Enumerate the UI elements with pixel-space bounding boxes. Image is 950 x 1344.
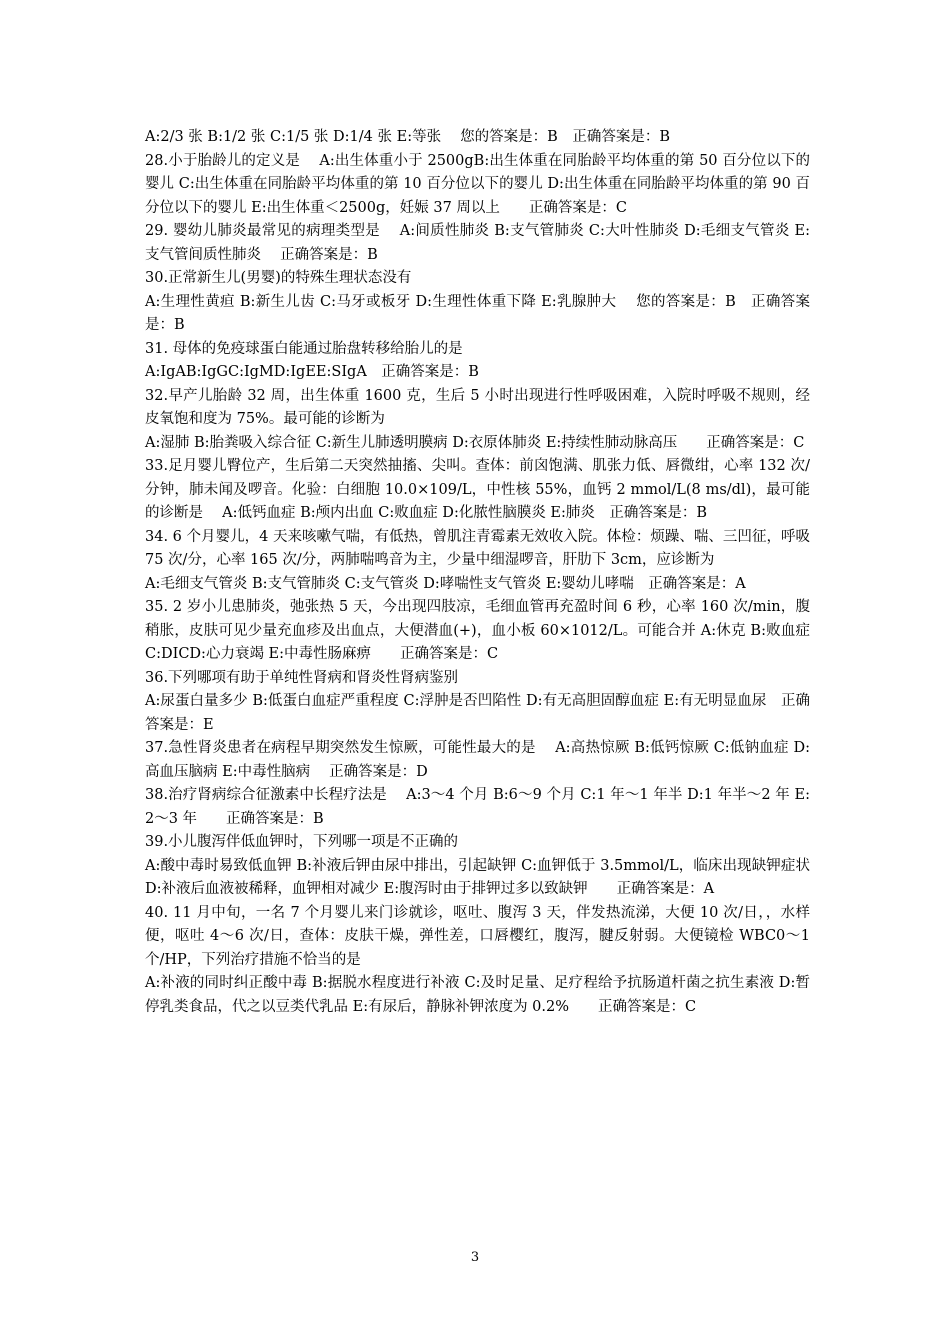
question-40-options: A:补液的同时纠正酸中毒 B:据脱水程度进行补液 C:及时足量、足疗程给予抗肠道杆菌之抗生素液 D:暂停乳类食品，代之以豆类代乳品 E:有尿后，静脉补钾浓度为 0.2% 正确答案是：C: [145, 975, 810, 1015]
question-40-stem: 40. 11 月中旬，一名 7 个月婴儿来门诊就诊，呕吐、腹泻 3 天，伴发热流涕，大便 10 次/日，，水样便，呕吐 4～6 次/日，查体：皮肤干燥，弹性差，口唇樱红，腹泻，腱反射弱。大便镜检 WBC0～1 个/HP，下列治疗措施不恰当的是: [145, 904, 810, 968]
question-33: 33.足月婴儿臀位产，生后第二天突然抽搐、尖叫。查体：前囟饱满、肌张力低、唇微绀，心率 132 次/分钟，肺未闻及啰音。化验：白细胞 10.0×109/L，中性核 55%，血钙 2 mmol/L(8 ms/dl)，最可能的诊断是 A:低钙血症 B:颅内出血 C:败血症 D:化脓性脑膜炎 E:肺炎 正确答案是：B: [145, 458, 810, 521]
question-32-options: A:湿肺 B:胎粪吸入综合征 C:新生儿肺透明膜病 D:衣原体肺炎 E:持续性肺动脉高压 正确答案是：C: [145, 434, 805, 451]
question-35: 35. 2 岁小儿患肺炎，弛张热 5 天，今出现四肢凉，毛细血管再充盈时间 6 秒，心率 160 次/min，腹稍胀，皮肤可见少量充血疹及出血点，大便潜血(+)，血小板 60×1012/L。可能合并 A:休克 B:败血症 C:DICD:心力衰竭 E:中毒性肠麻痹 正确答案是：C: [145, 599, 810, 662]
question-list: [145, 126, 810, 1019]
question-37: 37.急性肾炎患者在病程早期突然发生惊厥，可能性最大的是 A:高热惊厥 B:低钙惊厥 C:低钠血症 D:高血压脑病 E:中毒性脑病 正确答案是：D: [145, 740, 810, 780]
question-31-options: A:IgAB:IgGC:IgMD:IgEE:SIgA 正确答案是：B: [145, 364, 479, 380]
question-29: 29. 婴幼儿肺炎最常见的病理类型是 A:间质性肺炎 B:支气管肺炎 C:大叶性肺炎 D:毛细支气管炎 E:支气管间质性肺炎 正确答案是：B: [145, 223, 810, 263]
question-34-stem: 34. 6 个月婴儿，4 天来咳嗽气喘，有低热，曾肌注青霉素无效收入院。体检：烦躁、喘、三凹征，呼吸 75 次/分，心率 165 次/分，两肺喘鸣音为主，少量中细湿啰音，肝肋下 3cm，应诊断为: [145, 528, 810, 568]
question-38: 38.治疗肾病综合征激素中长程疗法是 A:3～4 个月 B:6～9 个月 C:1 年～1 年半 D:1 年半～2 年 E:2～3 年 正确答案是：B: [145, 787, 810, 827]
question-32-stem: 32.早产儿胎龄 32 周，出生体重 1600 克，生后 5 小时出现进行性呼吸困难，入院时呼吸不规则，经皮氧饱和度为 75%。最可能的诊断为: [145, 387, 810, 427]
page-number: 3: [470, 1250, 480, 1265]
question-39-stem: 39.小儿腹泻伴低血钾时，下列哪一项是不正确的: [145, 834, 459, 850]
question-39-options: A:酸中毒时易致低血钾 B:补液后钾由尿中排出，引起缺钾 C:血钾低于 3.5mmol/L，临床出现缺钾症状 D:补液后血液被稀释，血钾相对减少 E:腹泻时由于排钾过多以致缺钾 正确答案是：A: [145, 857, 810, 897]
question-30-stem: 30.正常新生儿(男婴)的特殊生理状态没有: [145, 270, 412, 286]
question-34-options: A:毛细支气管炎 B:支气管肺炎 C:支气管炎 D:哮喘性支气管炎 E:婴幼儿哮喘 正确答案是：A: [145, 575, 746, 592]
question-28: 28.小于胎龄儿的定义是 A:出生体重小于 2500gB:出生体重在同胎龄平均体重的第 50 百分位以下的婴儿 C:出生体重在同胎龄平均体重的第 10 百分位以下的婴儿 D:出生体重在同胎龄平均体重的第 90 百分位以下的婴儿 E:出生体重＜2500g，妊娠 37 周以上 正确答案是：C: [145, 152, 810, 216]
answer-line: A:2/3 张 B:1/2 张 C:1/5 张 D:1/4 张 E:等张 您的答案是：B 正确答案是：B: [145, 129, 670, 145]
question-36-stem: 36.下列哪项有助于单纯性肾病和肾炎性肾病鉴别: [145, 669, 459, 686]
question-31-stem: 31. 母体的免疫球蛋白能通过胎盘转移给胎儿的是: [145, 340, 463, 357]
question-30-options: A:生理性黄疸 B:新生儿齿 C:马牙或板牙 D:生理性体重下降 E:乳腺肿大 您的答案是：B 正确答案是：B: [145, 293, 810, 333]
question-36-options: A:尿蛋白量多少 B:低蛋白血症严重程度 C:浮肿是否凹陷性 D:有无高胆固醇血症 E:有无明显血尿 正确答案是：E: [145, 693, 810, 733]
